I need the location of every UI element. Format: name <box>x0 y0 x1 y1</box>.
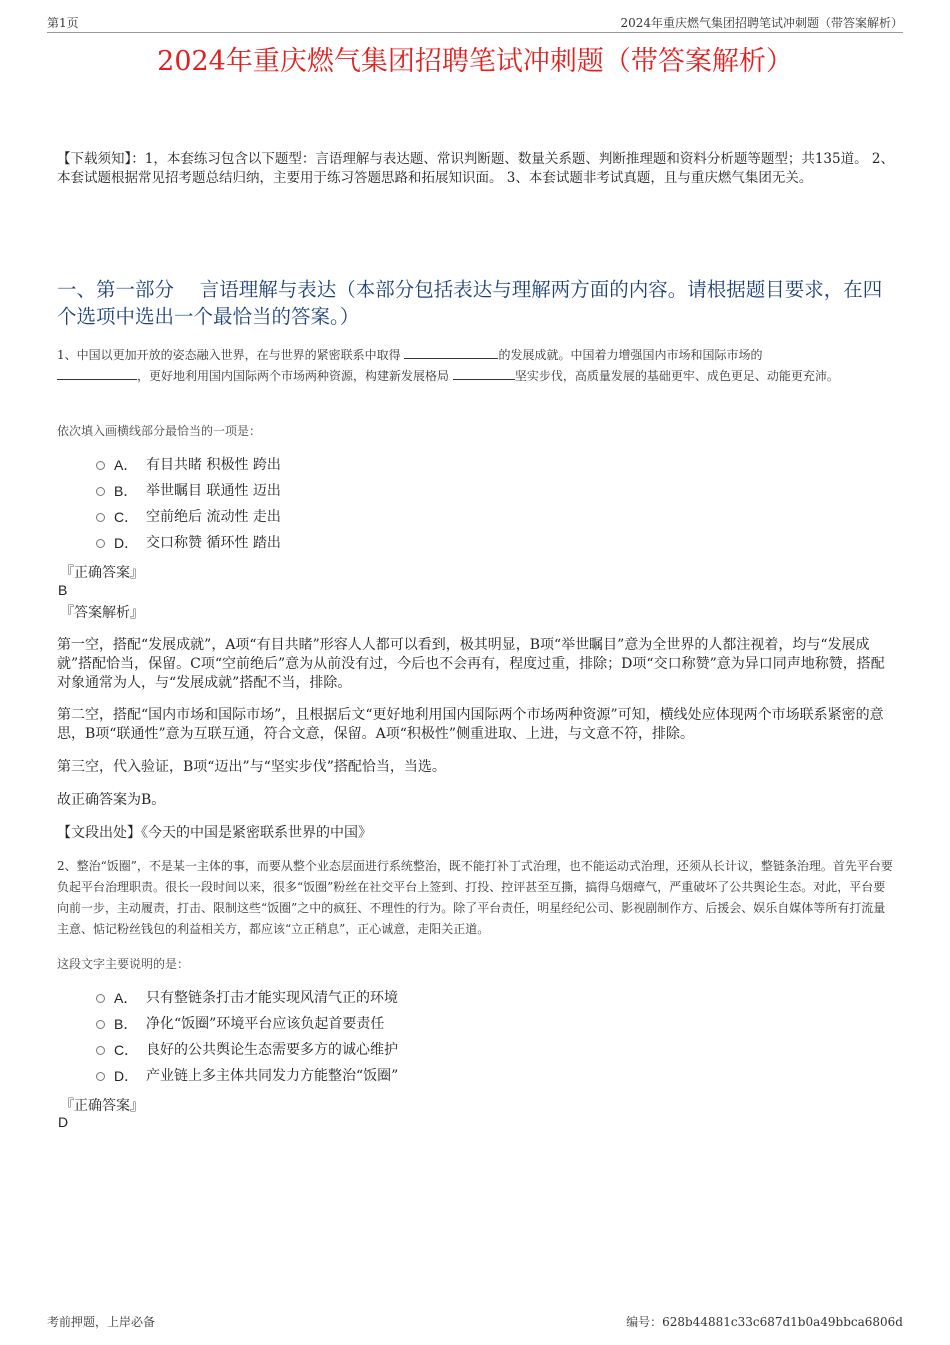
radio-icon[interactable] <box>96 1046 105 1055</box>
radio-icon[interactable] <box>96 994 105 1003</box>
document-id: 编号：628b44881c33c687d1b0a49bbca6806d <box>626 1315 903 1329</box>
option-b[interactable] <box>96 478 796 504</box>
q1-text-part-a: 1、中国以更加开放的姿态融入世界，在与世界的紧密联系中取得 <box>57 348 401 362</box>
option-text: 良好的公共舆论生态需要多方的诚心维护 <box>146 1042 398 1058</box>
option-d[interactable] <box>96 530 796 556</box>
question-2-options <box>96 985 796 1089</box>
option-c[interactable] <box>96 1037 796 1063</box>
question-2-prompt: 这段文字主要说明的是： <box>57 957 190 971</box>
option-text: 交口称赞 循环性 踏出 <box>146 535 281 551</box>
analysis-label: 『答案解析』 <box>60 605 144 621</box>
analysis-paragraph-1: 第一空，搭配“发展成就”，A项“有目共睹”形容人人都可以看到，极其明显，B项“举世瞩目”意为全世界的人都注视着，均与“发展成就”搭配恰当，保留。C项“空前绝后”意为从前没有过，今后也不会再有，程度过重，排除；D项“交口称赞”意为异口同声地称赞，搭配对象通常为人，与“发展成就”搭配不当，排除。 <box>57 637 885 691</box>
radio-icon[interactable] <box>96 1072 105 1081</box>
q1-text-part-b: 的发展成就。中国着力增强国内市场和国际市场的 <box>498 348 763 362</box>
option-text: 空前绝后 流动性 走出 <box>146 509 281 525</box>
fill-blank-2 <box>57 366 137 380</box>
radio-icon[interactable] <box>96 539 105 548</box>
document-title: 2024年重庆燃气集团招聘笔试冲刺题（带答案解析） <box>157 46 793 77</box>
header-doc-title: 2024年重庆燃气集团招聘笔试冲刺题（带答案解析） <box>620 16 903 30</box>
option-text: 只有整链条打击才能实现风清气正的环境 <box>146 990 398 1006</box>
option-a[interactable] <box>96 985 796 1011</box>
radio-icon[interactable] <box>96 1020 105 1029</box>
fill-blank-1 <box>404 345 498 359</box>
footer-slogan: 考前押题，上岸必备 <box>47 1315 156 1329</box>
correct-answer: D <box>58 1114 69 1130</box>
option-letter: C． <box>114 1042 139 1058</box>
option-text: 举世瞩目 联通性 迈出 <box>146 483 281 499</box>
analysis-paragraph-2: 第二空，搭配“国内市场和国际市场”，且根据后文“更好地利用国内国际两个市场两种资源”可知，横线处应体现两个市场联系紧密的意思，B项“联通性”意为互联互通，符合文意，保留。A项“积极性”侧重进取、上进，与文意不符，排除。 <box>57 707 884 742</box>
option-c[interactable] <box>96 504 796 530</box>
correct-answer: B <box>58 582 68 598</box>
radio-icon[interactable] <box>96 461 105 470</box>
answer-label: 『正确答案』 <box>60 565 144 581</box>
option-letter: A． <box>114 457 138 473</box>
question-1-text <box>57 345 895 387</box>
q1-text-part-d: 坚实步伐，高质量发展的基础更牢、成色更足、动能更充沛。 <box>514 369 839 383</box>
answer-label: 『正确答案』 <box>60 1098 144 1114</box>
option-letter: B． <box>114 483 138 499</box>
fill-blank-3 <box>453 366 515 380</box>
option-text: 净化“饭圈”环境平台应该负起首要责任 <box>146 1016 385 1032</box>
page-number: 第1页 <box>47 16 79 30</box>
option-a[interactable] <box>96 452 796 478</box>
radio-icon[interactable] <box>96 487 105 496</box>
option-text: 产业链上多主体共同发力方能整治“饭圈” <box>146 1068 399 1084</box>
source-citation: 【文段出处】《今天的中国是紧密联系世界的中国》 <box>57 825 372 841</box>
analysis-paragraph-3: 第三空，代入验证，B项“迈出”与“坚实步伐”搭配恰当，当选。 <box>57 759 446 775</box>
analysis-conclusion: 故正确答案为B。 <box>57 792 166 808</box>
q1-text-part-c: ，更好地利用国内国际两个市场两种资源，构建新发展格局 <box>137 369 450 383</box>
option-letter: D． <box>114 1068 139 1084</box>
question-2-text: 2、整治“饭圈”，不是某一主体的事，而要从整个业态层面进行系统整治，既不能打补丁式治理，也不能运动式治理，还须从长计议，整链条治理。首先平台要负起平台治理职责。很长一段时间以来，很多“饭圈”粉丝在社交平台上签到、打投、控评甚至互撕，搞得乌烟瘴气，严重破坏了公共舆论生态。对此，平台要向前一步，主动履责，打击、限制这些“饭圈”之中的疯狂、不理性的行为。除了平台责任，明星经纪公司、影视剧制作方、后援会、娱乐自媒体等所有打流量主意、惦记粉丝钱包的利益相关方，都应该“立正稍息”，正心诚意，走阳关正道。 <box>57 859 893 936</box>
option-letter: C． <box>114 509 139 525</box>
option-b[interactable] <box>96 1011 796 1037</box>
option-letter: B． <box>114 1016 138 1032</box>
question-1-prompt: 依次填入画横线部分最恰当的一项是： <box>57 424 262 438</box>
option-text: 有目共睹 积极性 跨出 <box>146 457 281 473</box>
option-letter: A． <box>114 990 138 1006</box>
option-d[interactable] <box>96 1063 796 1089</box>
page-header <box>47 14 903 33</box>
option-letter: D． <box>114 535 139 551</box>
question-1-options <box>96 452 796 556</box>
section-heading: 一、第一部分 言语理解与表达（本部分包括表达与理解两方面的内容。请根据题目要求，在四个选项中选出一个最恰当的答案。） <box>57 278 883 328</box>
radio-icon[interactable] <box>96 513 105 522</box>
download-notice: 【下载须知】：1，本套练习包含以下题型：言语理解与表达题、常识判断题、数量关系题、判断推理题和资料分析题等题型；共135道。 2、本套试题根据常见招考题总结归纳，主要用于练习答题思路和拓展知识面。 3、本套试题非考试真题，且与重庆燃气集团无关。 <box>57 151 894 186</box>
